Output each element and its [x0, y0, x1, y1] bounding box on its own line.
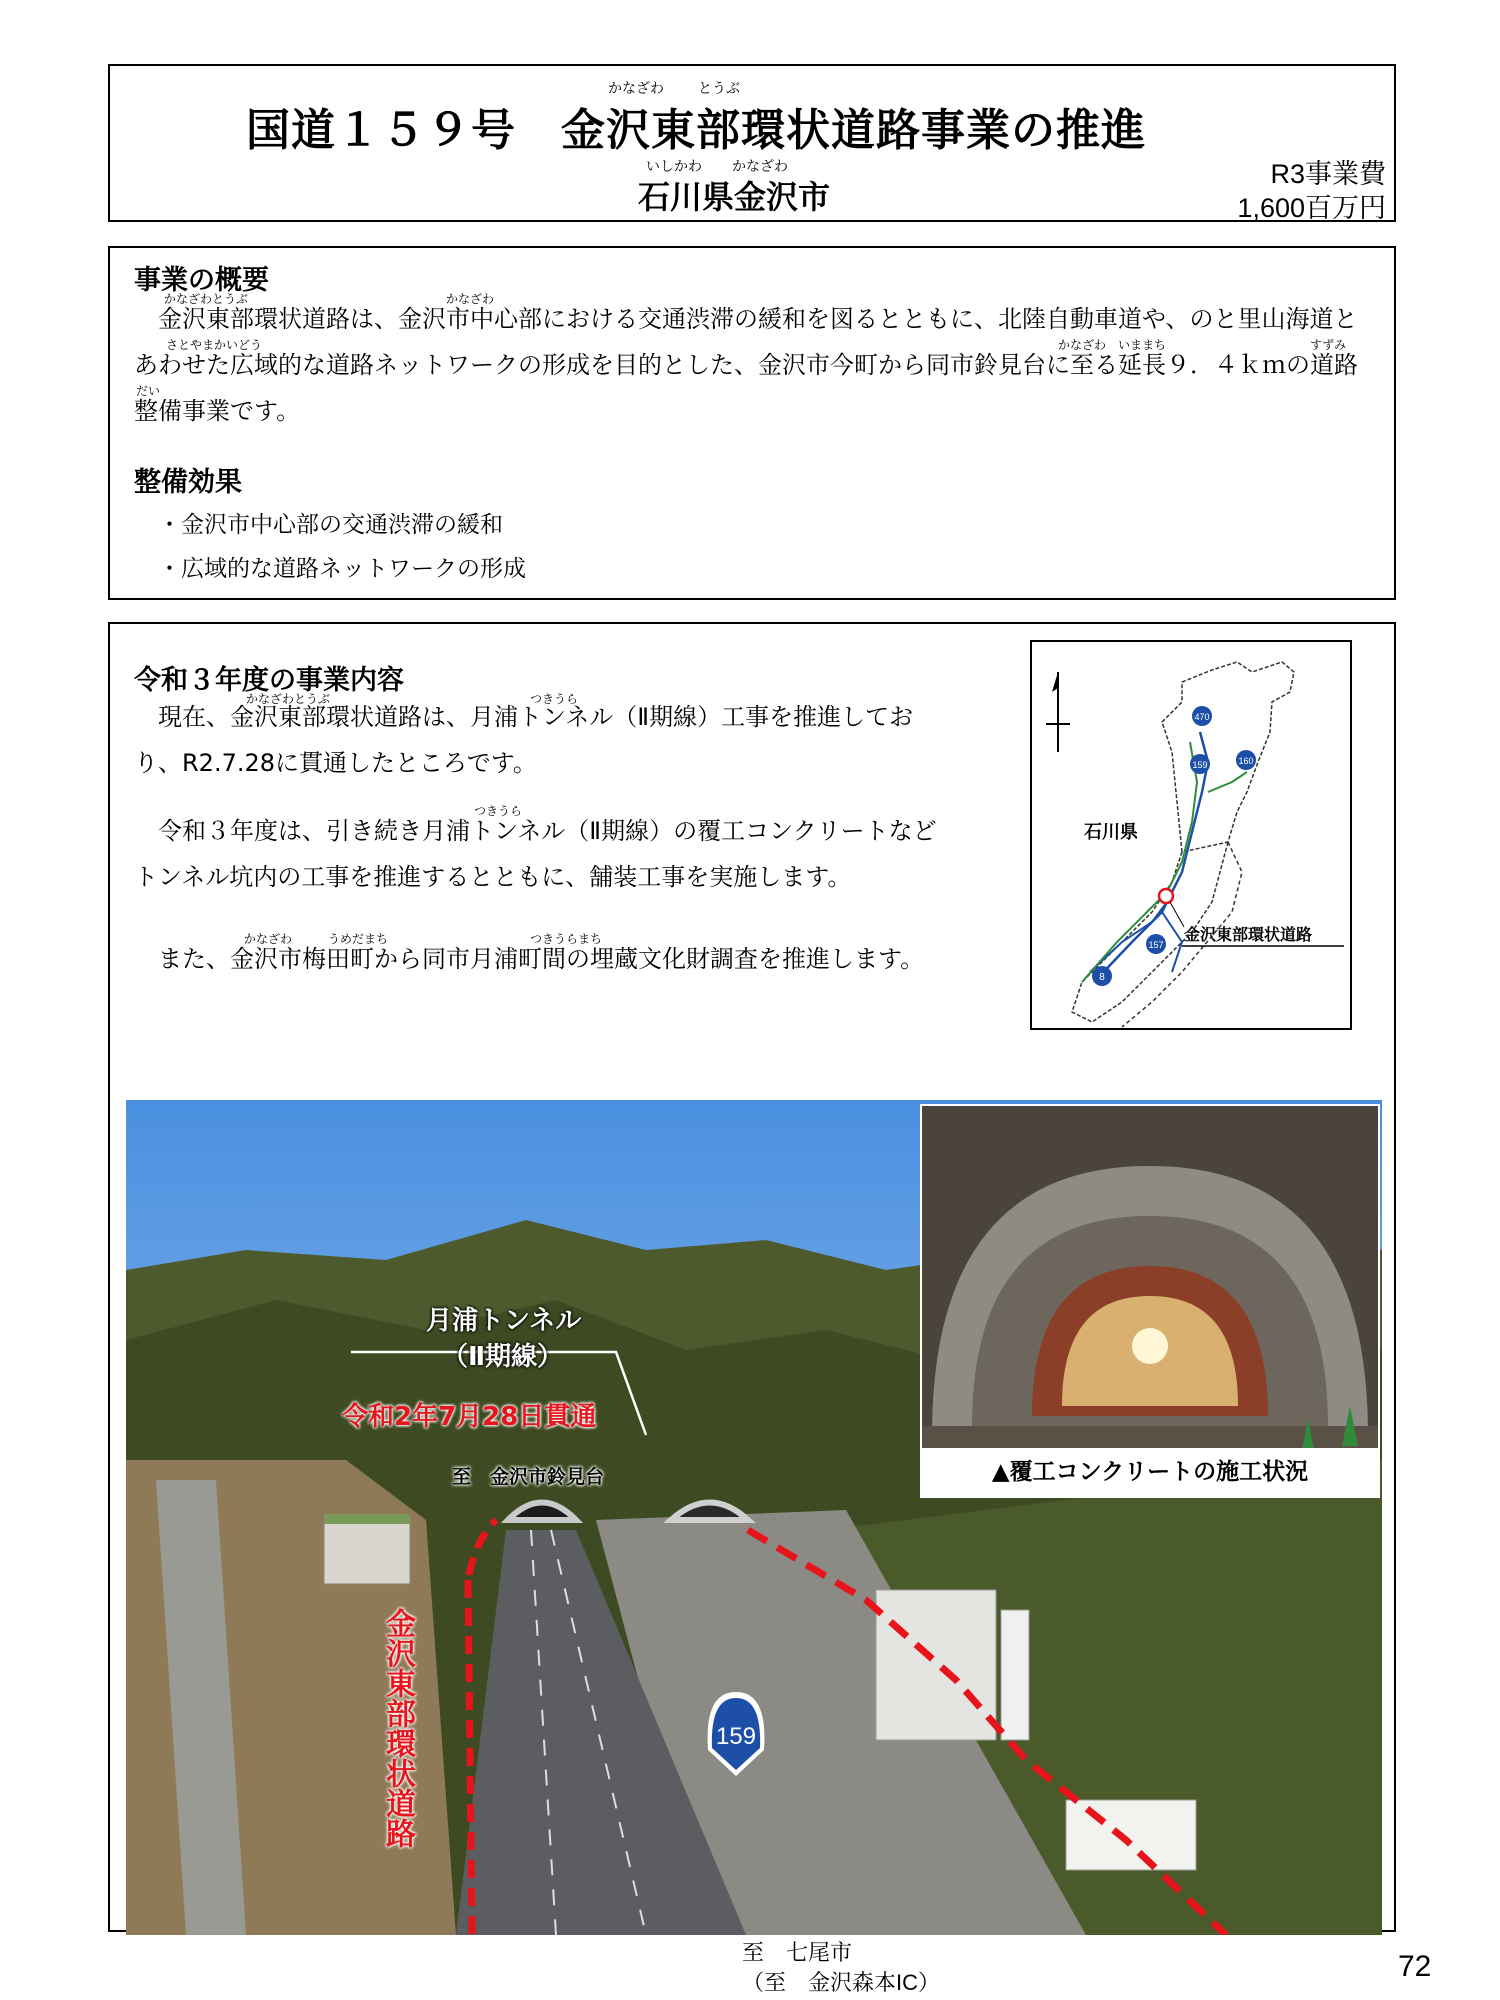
project-location-marker — [1159, 889, 1173, 903]
tunnel-phase-label: （Ⅱ期線） — [442, 1342, 564, 1372]
to-morimoto-label: （至 金沢森本IC） — [742, 1970, 941, 1995]
effects-heading: 整備効果 — [134, 467, 242, 498]
effect-item-2: ・広域的な道路ネットワークの形成 — [158, 556, 526, 582]
to-suzumidai-label: 至 金沢市鈴見台 — [452, 1466, 605, 1488]
overview-ruby-4: かなざわ いままち — [1058, 338, 1167, 352]
overview-heading: 事業の概要 — [134, 265, 269, 296]
page-title: 国道１５９号 金沢東部環状道路事業の推進 — [246, 105, 1146, 156]
aerial-photo — [126, 1100, 1382, 1935]
header-box — [108, 64, 1396, 222]
tunnel-interior-svg — [922, 1106, 1378, 1496]
ishikawa-map-svg — [1032, 642, 1350, 1028]
fy-ruby-3: つきうら — [474, 804, 523, 818]
svg-text:159: 159 — [1192, 760, 1208, 770]
map-prefecture-label: 石川県 — [1084, 822, 1138, 843]
page-number: 72 — [1398, 1950, 1432, 1983]
fy-para-3: また、金沢市梅田町から同市月浦町間の埋蔵文化財調査を推進します。 — [134, 945, 925, 973]
fy-para-1: 現在、金沢東部環状道路は、月浦トンネル（Ⅱ期線）工事を推進しており、R2.7.28に貫通したところです。 — [134, 703, 914, 777]
fy-para-2: 令和３年度は、引き続き月浦トンネル（Ⅱ期線）の覆工コンクリートなどトンネル坑内の工事を推進するとともに、舗装工事を実施します。 — [134, 817, 937, 891]
effect-item-1: ・金沢市中心部の交通渋滞の緩和 — [158, 512, 503, 538]
fy-ruby-2: つきうら — [530, 692, 579, 706]
fy-ruby-5: うめだまち — [328, 932, 389, 946]
location-ruby-ishikawa: いしかわ — [646, 159, 702, 175]
fy-ruby-4: かなざわ — [244, 932, 293, 946]
svg-text:8: 8 — [1099, 972, 1105, 983]
route-160-line — [1208, 772, 1247, 792]
fy-heading: 令和３年度の事業内容 — [134, 665, 404, 696]
route-157-shield-icon — [1146, 934, 1166, 954]
fy-ruby-1: かなざわとうぶ — [246, 692, 331, 706]
cost-value: 1,600百万円 — [1237, 193, 1386, 223]
svg-text:470: 470 — [1194, 712, 1210, 722]
location-map — [1030, 640, 1352, 1030]
svg-text:157: 157 — [1148, 940, 1164, 950]
location-ruby-kanazawa: かなざわ — [732, 159, 788, 175]
route-470-shield-icon — [1192, 706, 1212, 726]
location-title: 石川県金沢市 — [638, 178, 831, 216]
overview-ruby-5: すずみ — [1310, 338, 1347, 352]
tunnel-interior-inset — [920, 1104, 1380, 1498]
tunnel-name-label: 月浦トンネル — [426, 1306, 582, 1336]
overview-ruby-2: かなざわ — [446, 292, 495, 306]
overview-ruby-6: だい — [136, 384, 161, 398]
overview-ruby-1: かなざわとうぶ — [164, 292, 249, 306]
svg-text:160: 160 — [1238, 756, 1254, 766]
route-160-shield-icon — [1236, 750, 1256, 770]
overview-body: 金沢東部環状道路は、金沢市中心部における交通渋滞の緩和を図るとともに、北陸自動車道や、のと里山海道とあわせた広域的な道路ネットワークの形成を目的とした、金沢市今町から同市鈴見台に至る延長９．４ｋｍの道路整備事業です。 — [134, 305, 1358, 425]
overview-ruby-3: さとやまかいどう — [166, 338, 263, 352]
route-159-shield-icon — [1190, 754, 1210, 774]
north-arrow-icon — [1046, 672, 1070, 752]
breakthrough-label: 令和2年7月28日貫通 — [342, 1402, 597, 1432]
svg-text:159: 159 — [715, 1723, 757, 1750]
inset-caption: ▲覆工コンクリートの施工状況 — [922, 1448, 1378, 1496]
to-nanao-label: 至 七尾市 — [742, 1940, 853, 1965]
cost-label: R3事業費 — [1270, 159, 1386, 189]
map-road-label: 金沢東部環状道路 — [1184, 925, 1313, 944]
route-8-shield-icon — [1092, 966, 1112, 986]
title-ruby-kanazawa: かなざわ — [608, 81, 664, 97]
overview-box — [108, 246, 1396, 600]
title-ruby-toubu: とうぶ — [698, 81, 740, 97]
fy-ruby-6: つきうらまち — [530, 932, 603, 946]
road-vertical-label: 金沢東部環状道路 — [380, 1608, 415, 1848]
